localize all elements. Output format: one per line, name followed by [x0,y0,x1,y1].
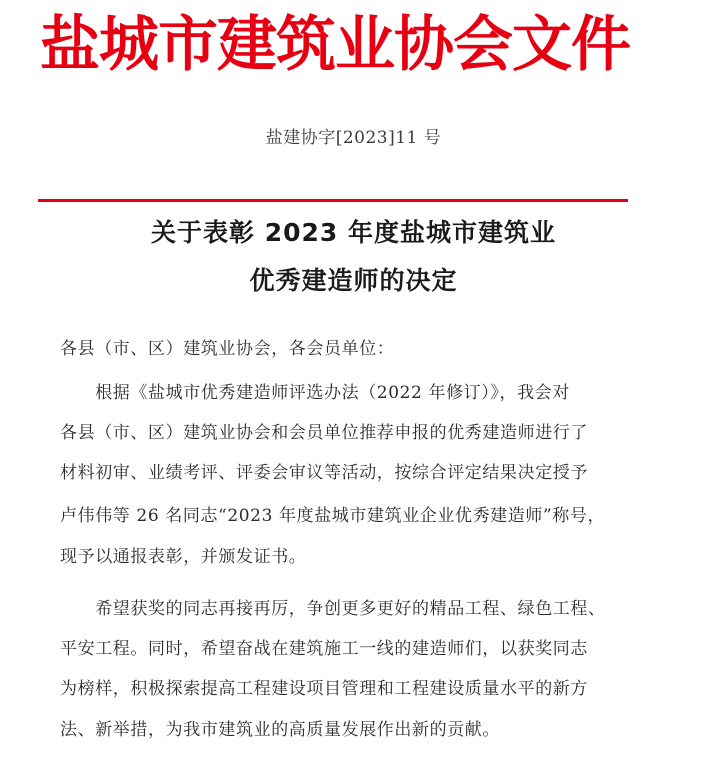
salutation: 各县（市、区）建筑业协会，各会员单位： [60,339,395,359]
paragraph-2-line: 法、新举措，为我市建筑业的高质量发展作出新的贡献。 [60,720,500,740]
paragraph-1-line: 材料初审、业绩考评、评委会审议等活动，按综合评定结果决定授予 [60,463,588,483]
paragraph-1-line: 各县（市、区）建筑业协会和会员单位推荐申报的优秀建造师进行了 [60,423,588,443]
paragraph-2-line: 希望获奖的同志再接再厉，争创更多更好的精品工程、绿色工程、 [60,599,606,619]
red-divider-line [38,199,628,202]
paragraph-1-line: 卢伟伟等 26 名同志“2023 年度盐城市建筑业企业优秀建造师”称号， [60,506,606,526]
paragraph-1-line: 根据《盐城市优秀建造师评选办法（2022 年修订）》，我会对 [60,383,570,403]
paragraph-1-line: 现予以通报表彰，并颁发证书。 [60,547,307,567]
paragraph-2-line: 为榜样，积极探索提高工程建设项目管理和工程建设质量水平的新方 [60,679,588,699]
document-number: 盐建协字[2023]11 号 [265,128,442,148]
document-title-line-1: 关于表彰 2023 年度盐城市建筑业 [151,218,556,247]
paragraph-2-line: 平安工程。同时，希望奋战在建筑施工一线的建造师们，以获奖同志 [60,639,588,659]
document-title-line-2: 优秀建造师的决定 [249,266,458,295]
masthead-title: 盐城市建筑业协会文件 [40,12,630,78]
